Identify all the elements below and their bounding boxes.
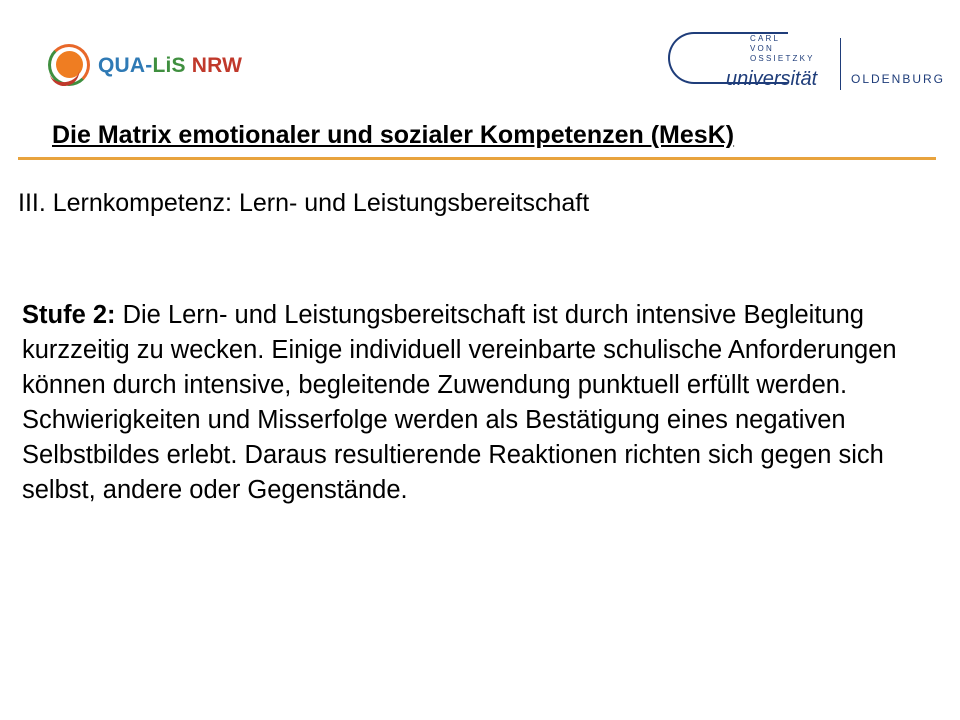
- uol-city-oldenburg: OLDENBURG: [851, 72, 946, 86]
- page-title: Die Matrix emotionaler und sozialer Kompetenzen (MesK): [52, 121, 735, 149]
- uol-line-carl: CARL: [750, 34, 781, 43]
- qua-lis-logo-part-nrw: NRW: [185, 54, 243, 77]
- uol-line-ossietzky: OSSIETZKY: [750, 54, 815, 63]
- body-text-content: Die Lern- und Leistungsbereitschaft ist durch intensive Begleitung kurzzeitig zu wecken. Einige individuell vereinbarte schulische Anforderungen können durch intensive, begleitende Zuwendung punktuell erfüllt werden. Schwierigkeiten und Misserfolge werden als Bestätigung eines negativen Selbstbildes erlebt. Daraus resultierende Reaktionen richten sich gegen sich selbst, andere oder Gegenstände.: [22, 301, 897, 504]
- slide-subtitle: III. Lernkompetenz: Lern- und Leistungsbereitschaft: [18, 189, 590, 217]
- body-paragraph: [22, 298, 928, 508]
- qua-lis-logo-part-lis: LiS: [152, 54, 186, 77]
- title-divider: [18, 157, 936, 160]
- universitaet-oldenburg-logo: [668, 28, 946, 94]
- uol-word-universitaet: universität: [726, 68, 818, 90]
- uol-name-lines: [750, 34, 815, 64]
- qua-lis-nrw-logo: [48, 44, 242, 88]
- uol-line-von: VON: [750, 44, 774, 53]
- body-label-stufe: Stufe 2:: [22, 301, 116, 329]
- qua-lis-logo-part-qua: QUA-: [98, 54, 153, 77]
- uol-divider: [840, 38, 841, 90]
- qua-lis-logo-text: [98, 54, 242, 78]
- qua-lis-emblem-icon: [48, 44, 92, 88]
- title-block: [18, 118, 942, 160]
